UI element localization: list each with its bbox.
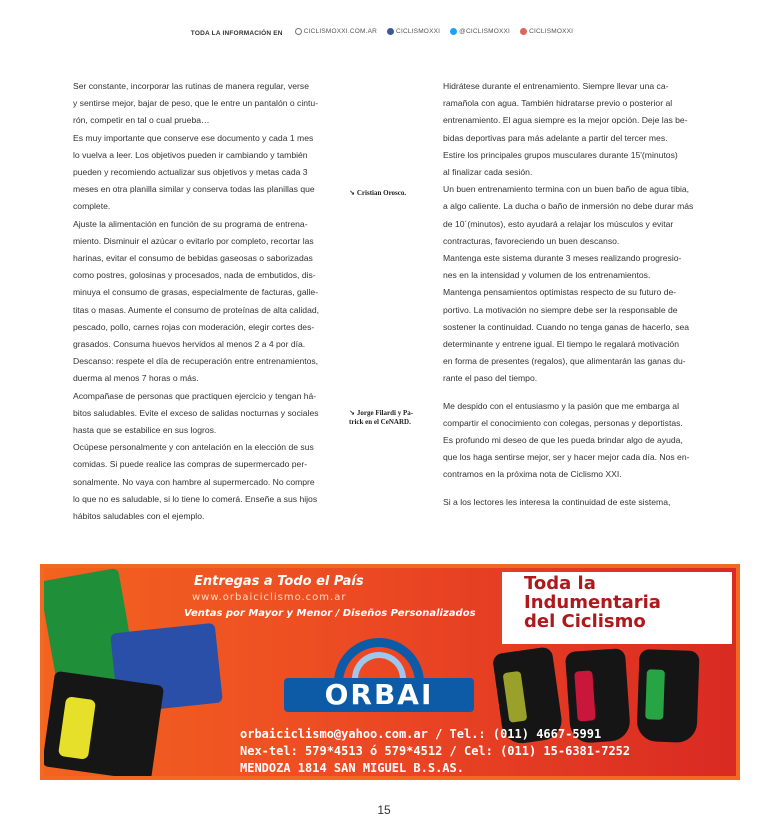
logo-text: ORBAI xyxy=(324,678,434,711)
ad-headline-line1: Toda la xyxy=(524,573,596,594)
header-website[interactable] xyxy=(295,28,377,35)
photo-caption-filardi xyxy=(349,409,413,427)
text-line: grasados. Consuma huevos hervidos al menos 2 a 4 por día. xyxy=(73,339,306,350)
header-instagram-label: CICLISMOXXI xyxy=(529,28,574,35)
text-line: portivo. La motivación no siempre debe ser la responsable de xyxy=(443,304,678,315)
text-line: en forma de presentes (regalos), que alimentarán las ganas du- xyxy=(443,356,686,367)
text-line: como postres, golosinas y procesados, nada de embutidos, dis- xyxy=(73,270,316,281)
text-line: Estire los principales grupos musculares durante 15'(minutos) xyxy=(443,149,678,160)
twitter-icon xyxy=(450,28,457,35)
text-line: pescado, pollo, carnes rojas con moderación, elegir cortes des- xyxy=(73,321,315,332)
text-line: hasta que se estabilice en sus logros. xyxy=(73,425,217,436)
ad-website[interactable]: www.orbaiciclismo.com.ar xyxy=(192,592,347,603)
text-line: minuya el consumo de grasas, especialmente de facturas, galle- xyxy=(73,287,319,298)
header-twitter[interactable] xyxy=(450,28,510,35)
text-line: bidas deportivas para más adelante a partir del tercer mes. xyxy=(443,132,668,143)
caption-arrow-icon: ↘ xyxy=(349,409,355,417)
text-line: Es profundo mi deseo de que les pueda brindar algo de ayuda, xyxy=(443,435,683,446)
ad-delivery-text: Entregas a Todo el País xyxy=(194,574,364,589)
ad-headline-line2: Indumentaria xyxy=(524,592,661,613)
instagram-icon xyxy=(520,28,527,35)
cycling-shorts-image xyxy=(636,649,699,743)
text-line: rón, competir en tal o cual prueba… xyxy=(73,115,210,126)
text-line: meses en otra planilla similar y conserva todas las planillas que xyxy=(73,184,315,195)
text-line: que los haga sentirse mejor, ser y hacer mejor cada día. Nos en- xyxy=(443,452,690,463)
text-line: a algo caliente. La ducha o baño de inmersión no debe durar más xyxy=(443,201,694,212)
text-line: Si a los lectores les interesa la continuidad de este sistema, xyxy=(443,496,671,507)
text-line: lo vuelva a leer. Los objetivos pueden ir cambiando y también xyxy=(73,149,308,160)
text-line: nes en la intensidad y volumen de los entrenamientos. xyxy=(443,270,651,281)
text-line: ramañola con agua. También hidratarse previo o posterior al xyxy=(443,98,673,109)
caption-text: Cristian Orosco. xyxy=(356,189,407,197)
text-line: compartir el conocimiento con colegas, personas y deportistas. xyxy=(443,417,683,428)
page-number: 15 xyxy=(377,803,391,817)
text-line: Hidrátese durante el entrenamiento. Siempre llevar una ca- xyxy=(443,81,669,91)
text-line: contracturas, favoreciendo un buen descanso. xyxy=(443,235,620,246)
header-website-label: CICLISMOXXI.COM.AR xyxy=(303,28,378,35)
text-line: al finalizar cada sesión. xyxy=(443,167,533,178)
caption-text-line2: trick en el CeNARD. xyxy=(349,418,411,426)
ad-headline-box xyxy=(502,572,732,644)
text-line: sonalmente. No vaya con hambre al supermercado. No compre xyxy=(73,476,315,487)
left-text-column xyxy=(73,78,341,525)
header-lead: TODA LA INFORMACIÓN EN xyxy=(190,30,283,37)
text-line: duerma al menos 7 horas o más. xyxy=(73,373,199,384)
right-text-column xyxy=(443,78,713,511)
text-line: contramos en la próxima nota de Ciclismo XXI. xyxy=(443,469,622,480)
paragraph-gap xyxy=(443,484,713,494)
text-line: complete. xyxy=(73,201,111,212)
text-line: Mantenga pensamientos optimistas respecto de su futuro de- xyxy=(443,287,677,298)
page-header xyxy=(0,28,768,37)
caption-text-line1: Jorge Filardi y Pa- xyxy=(356,409,414,417)
text-line: Ajuste la alimentación en función de su programa de entrena- xyxy=(73,218,308,229)
ad-background xyxy=(44,568,736,776)
photo-caption-orosco xyxy=(349,189,406,198)
text-line: sostener la continuidad. Cuando no tenga ganas de hacerlo, sea xyxy=(443,321,690,332)
text-line: rante el paso del tiempo. xyxy=(443,373,538,384)
orbai-advertisement[interactable] xyxy=(40,564,740,780)
text-line: Ser constante, incorporar las rutinas de manera regular, verse xyxy=(73,81,309,91)
text-line: bitos saludables. Evite el exceso de salidas nocturnas y sociales xyxy=(73,407,319,418)
text-line: Es muy importante que conserve ese documento y cada 1 mes xyxy=(73,132,314,143)
text-line: de 10´(minutos), esto ayudará a relajar los músculos y evitar xyxy=(443,218,674,229)
header-instagram[interactable] xyxy=(520,28,573,35)
header-facebook-label: CICLISMOXXI xyxy=(396,28,441,35)
text-line: entrenamiento. El agua siempre es la mejor opción. Deje las be- xyxy=(443,115,688,126)
text-line: determinante y entrene igual. El tiempo le regalará motivación xyxy=(443,339,679,350)
text-line: Ocúpese personalmente y con antelación en la elección de sus xyxy=(73,442,314,453)
text-line: y sentirse mejor, bajar de peso, que le entre un pantalón o cintu- xyxy=(73,98,319,109)
paragraph-gap xyxy=(443,388,713,398)
text-line: Me despido con el entusiasmo y la pasión que me embarga al xyxy=(443,400,679,411)
ad-sales-text: Ventas por Mayor y Menor / Diseños Personalizados xyxy=(184,608,476,619)
text-line: hábitos saludables con el ejemplo. xyxy=(73,511,205,522)
text-line: harinas, evitar el consumo de bebidas gaseosas o saborizadas xyxy=(73,253,313,264)
header-facebook[interactable] xyxy=(387,28,440,35)
text-line: lo que no es saludable, si lo tiene lo comerá. Enseñe a sus hijos xyxy=(73,493,318,504)
text-line: Acompañase de personas que practiquen ejercicio y tengan há- xyxy=(73,390,317,401)
globe-icon xyxy=(295,28,302,35)
text-line: pueden y recomiendo actualizar sus objetivos y metas cada 3 xyxy=(73,167,308,178)
text-line: titas o masas. Aumente el consumo de proteínas de alta calidad, xyxy=(73,304,320,315)
ad-contact-block xyxy=(240,726,630,776)
facebook-icon xyxy=(387,28,394,35)
ad-contact-nextel-cel: Nex-tel: 579*4513 ó 579*4512 / Cel: (011) 15-6381-7252 xyxy=(240,744,631,758)
text-line: miento. Disminuir el azúcar o evitarlo por completo, recortar las xyxy=(73,235,314,246)
text-line: Descanso: respete el día de recuperación entre entrenamientos, xyxy=(73,356,319,367)
ad-headline-line3: del Ciclismo xyxy=(524,611,646,632)
ad-contact-address: MENDOZA 1814 SAN MIGUEL B.S.AS. xyxy=(240,761,464,775)
header-twitter-label: @CICLISMOXXI xyxy=(459,28,511,35)
text-line: Mantenga este sistema durante 3 meses realizando progresio- xyxy=(443,253,682,264)
caption-arrow-icon: ↘ xyxy=(349,189,355,197)
ad-contact-email-tel[interactable]: orbaiciclismo@yahoo.com.ar / Tel.: (011) 4667-5991 xyxy=(240,727,602,741)
text-line: comidas. Si puede realice las compras de supermercado per- xyxy=(73,459,308,470)
text-line: Un buen entrenamiento termina con un buen baño de agua tibia, xyxy=(443,184,690,195)
orbai-logo xyxy=(284,638,474,718)
